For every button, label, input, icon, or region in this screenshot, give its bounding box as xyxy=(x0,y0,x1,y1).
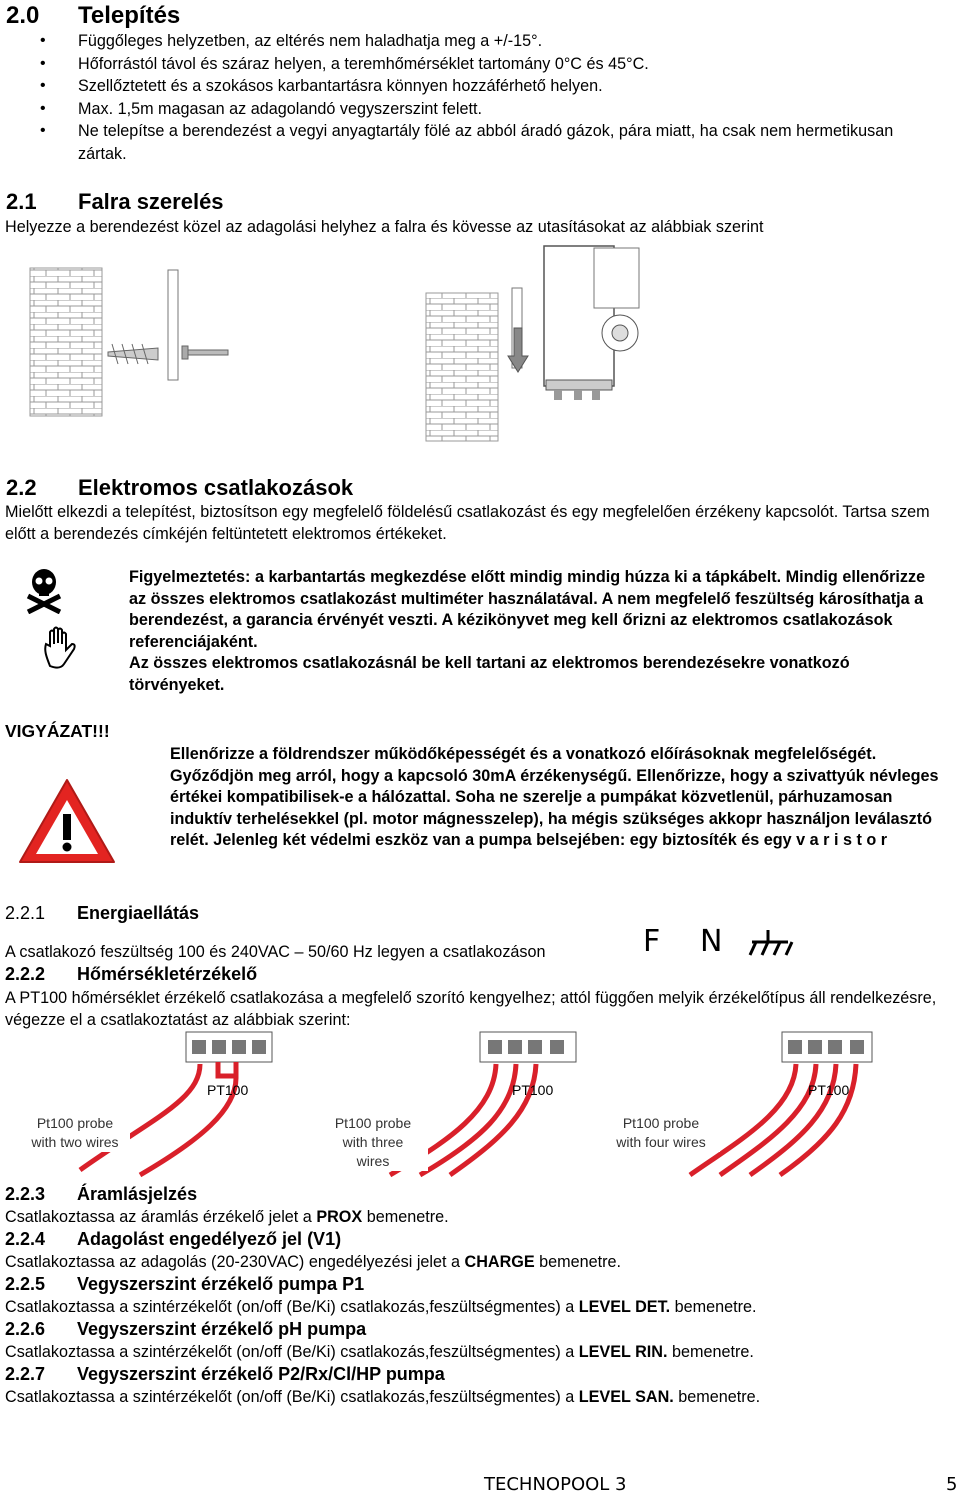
section-2-2-7-text xyxy=(5,1386,760,1408)
text-suffix: bemenetre. xyxy=(362,1208,449,1226)
install-requirements-list xyxy=(0,30,940,165)
text-prefix: Csatlakoztassa a szintérzékelőt (on/off (Be/Ki) csatlakozás,feszültségmentes) a xyxy=(5,1298,579,1316)
section-number: 2.0 xyxy=(6,2,40,29)
section-2-2-1-heading xyxy=(5,903,199,924)
text-prefix: Csatlakoztassa a szintérzékelőt (on/off (Be/Ki) csatlakozás,feszültségmentes) a xyxy=(5,1343,579,1361)
text-suffix: bemenetre. xyxy=(673,1388,761,1406)
section-title: Energiaellátás xyxy=(77,903,200,923)
probe-label: PT100 xyxy=(207,1082,249,1098)
section-title: Vegyszerszint érzékelő P2/Rx/Cl/HP pumpa xyxy=(77,1364,445,1384)
section-number: 2.2.5 xyxy=(5,1274,46,1294)
pt100-wiring-diagrams xyxy=(0,1030,960,1180)
section-2-2-3-text xyxy=(5,1206,449,1228)
electrical-caution-text: Ellenőrizze a földrendszer működőképességét és a vonatkozó előírásoknak megfelelőségét. Győződjön meg arról, hogy a kapcsoló 30mA érzékenységű. Ellenőrizze, hogy a szivattyúk névleges értékei kompatibilisek-e a hálózattal. Soha ne szerelje a pumpákat közvetlenül, párhuzamosan induktív terhelésekkel (pl. motor mágnesszelep), ha mégis szükséges akkopr használjon leválasztó relét. Jelenleg két védelmi eszköz van a pumpa belsejében: egy biztosíték és egy v a r i s t o r xyxy=(170,745,939,850)
section-title: Hőmérsékletérzékelő xyxy=(77,964,258,984)
section-title: Falra szerelés xyxy=(78,189,224,214)
input-name: LEVEL DET. xyxy=(578,1298,671,1316)
section-title: Vegyszerszint érzékelő pumpa P1 xyxy=(77,1274,365,1294)
ground-symbol-icon xyxy=(746,928,796,958)
section-2-2-6-text xyxy=(5,1341,754,1363)
section-title: Áramlásjelzés xyxy=(77,1184,198,1204)
text-prefix: Csatlakoztassa az áramlás érzékelő jelet a xyxy=(5,1208,317,1226)
section-2-2-4-heading xyxy=(5,1229,341,1250)
section-number: 2.2.4 xyxy=(5,1229,46,1249)
section-2-2-heading xyxy=(6,475,353,501)
warning-triangle-icon xyxy=(16,776,118,868)
section-2-2-7-heading xyxy=(5,1364,445,1385)
probe-caption-four-wires xyxy=(602,1114,720,1152)
caption-line: Pt100 probe xyxy=(622,1115,700,1131)
probe-caption-three-wires xyxy=(318,1114,428,1171)
caution-label: VIGYÁZAT!!! xyxy=(5,721,110,741)
section-2-0-heading xyxy=(6,2,180,30)
section-2-2-2-heading xyxy=(5,964,257,985)
skull-crossbones-icon xyxy=(24,566,64,614)
probe-label: PT100 xyxy=(808,1082,850,1098)
section-2-1-text: Helyezze a berendezést közel az adagolási helyhez a falra és kövesse az utasításokat az alábbiak szerint xyxy=(5,218,764,236)
section-2-2-3-heading xyxy=(5,1184,197,1205)
section-number: 2.2.6 xyxy=(5,1319,46,1339)
text-suffix: bemenetre. xyxy=(534,1253,622,1271)
section-number: 2.2 xyxy=(6,475,37,500)
hand-stop-icon xyxy=(40,626,82,672)
text-suffix: bemenetre. xyxy=(670,1298,757,1316)
list-item: • Függőleges helyzetben, az eltérés nem haladhatja meg a +/-15°. xyxy=(0,30,940,53)
probe-caption-two-wires xyxy=(20,1114,130,1152)
section-2-2-text: Mielőtt elkezdi a telepítést, biztosítson egy megfelelő földelésű csatlakozást és egy megfelelően érzékeny kapcsolót. Tartsa szem előtt a berendezés címkéjén feltüntetett elektromos értékeket. xyxy=(5,503,930,543)
section-number: 2.2.3 xyxy=(5,1184,46,1204)
footer-product-name: TECHNOPOOL 3 xyxy=(484,1474,627,1495)
page-number: 5 xyxy=(946,1474,958,1495)
section-2-2-5-text xyxy=(5,1296,757,1318)
pt100-wiring-drawing xyxy=(0,1030,960,1180)
section-title: Telepítés xyxy=(78,2,181,29)
list-item: • Szellőztetett és a szokásos karbantartásra könnyen hozzáférhető helyen. xyxy=(0,75,940,98)
section-title: Adagolást engedélyező jel (V1) xyxy=(77,1229,342,1249)
section-number: 2.2.7 xyxy=(5,1364,46,1384)
caption-line: Pt100 probe xyxy=(334,1115,412,1131)
caption-line: Pt100 probe xyxy=(36,1115,114,1131)
section-2-2-1-text: A csatlakozó feszültség 100 és 240VAC – 50/60 Hz legyen a csatlakozáson xyxy=(5,943,546,961)
phase-symbol: F xyxy=(643,924,661,959)
section-2-2-2-text: A PT100 hőmérséklet érzékelő csatlakozása a megfelelő szorító kengyelhez; attól függően melyik érzékelőtípus áll rendelkezésre, végezze el a csatlakoztatást az alábbiak szerint: xyxy=(5,989,937,1029)
section-number: 2.2.2 xyxy=(5,964,46,984)
neutral-symbol: N xyxy=(700,924,723,959)
section-number: 2.2.1 xyxy=(5,903,46,923)
caption-line: wires xyxy=(356,1153,390,1169)
section-2-1-heading xyxy=(6,189,224,215)
wall-mount-illustration-2 xyxy=(424,238,644,448)
section-title: Vegyszerszint érzékelő pH pumpa xyxy=(77,1319,367,1339)
text-prefix: Csatlakoztassa az adagolás (20-230VAC) engedélyezési jelet a xyxy=(5,1253,465,1271)
section-title: Elektromos csatlakozások xyxy=(78,475,354,500)
section-2-2-5-heading xyxy=(5,1274,364,1295)
caption-line: with three xyxy=(342,1134,404,1150)
list-item: • Max. 1,5m magasan az adagolandó vegyszerszint felett. xyxy=(0,98,940,121)
text-suffix: bemenetre. xyxy=(667,1343,754,1361)
text-prefix: Csatlakoztassa a szintérzékelőt (on/off (Be/Ki) csatlakozás,feszültségmentes) a xyxy=(5,1388,579,1406)
section-number: 2.1 xyxy=(6,189,37,214)
probe-label: PT100 xyxy=(512,1082,554,1098)
input-name: LEVEL SAN. xyxy=(578,1388,674,1406)
input-name: CHARGE xyxy=(464,1253,535,1271)
list-item: • Ne telepítse a berendezést a vegyi anyagtartály fölé az abból áradó gázok, pára miatt, ha csak nem hermetikusan zártak. xyxy=(0,120,940,165)
list-item: • Hőforrástól távol és száraz helyen, a teremhőmérséklet tartomány 0°C és 45°C. xyxy=(0,53,940,76)
caption-line: with two wires xyxy=(31,1134,119,1150)
wall-mount-illustration-1 xyxy=(28,240,268,420)
section-2-2-4-text xyxy=(5,1251,621,1273)
caption-line: with four wires xyxy=(616,1134,706,1150)
section-2-2-6-heading xyxy=(5,1319,366,1340)
input-name: PROX xyxy=(316,1208,363,1226)
maintenance-warning: Figyelmeztetés: a karbantartás megkezdése előtt mindig mindig húzza ki a tápkábelt. Mindig ellenőrizze az összes elektromos csatlakozást multiméter használatával. A nem megfelelő feszültség károsíthatja a berendezést, a garancia érvényét veszti. A kézikönyvet meg kell őrizni az elektromos csatlakozások referenciájaként. Az összes elektromos csatlakozásnál be kell tartani az elektromos berendezésekre vonatkozó törvényeket. xyxy=(129,568,926,694)
input-name: LEVEL RIN. xyxy=(578,1343,668,1361)
